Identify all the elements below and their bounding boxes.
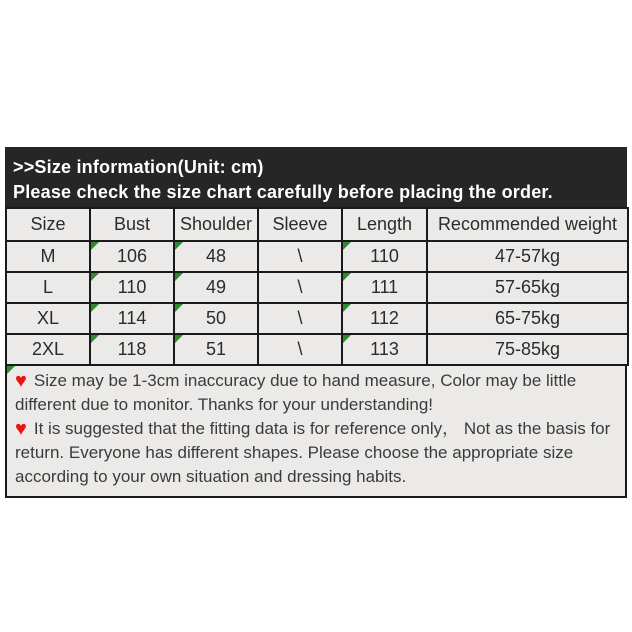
size-chart-table: [5, 207, 629, 366]
banner-title: >>Size information(Unit: cm): [13, 156, 264, 177]
col-header-size: Size: [6, 208, 90, 241]
cell-size: M: [6, 241, 90, 272]
cell-bust: 118: [90, 334, 174, 365]
banner-subtitle: Please check the size chart carefully before placing the order.: [13, 181, 553, 202]
cell-size: 2XL: [6, 334, 90, 365]
cell-length: 110: [342, 241, 427, 272]
note-measure-disclaimer: [15, 369, 617, 417]
cell-bust: 110: [90, 272, 174, 303]
cell-sleeve: \: [258, 303, 342, 334]
cell-sleeve: \: [258, 272, 342, 303]
cell-weight: 57-65kg: [427, 272, 628, 303]
cell-size: L: [6, 272, 90, 303]
col-header-bust: Bust: [90, 208, 174, 241]
col-header-sleeve: Sleeve: [258, 208, 342, 241]
cell-shoulder: 49: [174, 272, 258, 303]
cell-length: 112: [342, 303, 427, 334]
table-header-row: [6, 208, 628, 241]
note-text: It is suggested that the fitting data is for reference only， Not as the basis for return. Everyone has different shapes. Please choose the appropriate size according to your own situation and dressing habits.: [15, 419, 611, 486]
cell-bust: 114: [90, 303, 174, 334]
note-reference-disclaimer: [15, 417, 617, 489]
cell-sleeve: \: [258, 241, 342, 272]
size-information-panel: [5, 147, 627, 498]
cell-sleeve: \: [258, 334, 342, 365]
cell-bust: 106: [90, 241, 174, 272]
col-header-length: Length: [342, 208, 427, 241]
cell-shoulder: 50: [174, 303, 258, 334]
cell-length: 111: [342, 272, 427, 303]
size-info-banner: [5, 147, 627, 207]
cell-shoulder: 48: [174, 241, 258, 272]
table-row: [6, 334, 628, 365]
heart-icon: ♥: [15, 370, 27, 392]
col-header-weight: Recommended weight: [427, 208, 628, 241]
heart-icon: ♥: [15, 418, 27, 440]
cell-weight: 75-85kg: [427, 334, 628, 365]
col-header-shoulder: Shoulder: [174, 208, 258, 241]
cell-weight: 65-75kg: [427, 303, 628, 334]
cell-shoulder: 51: [174, 334, 258, 365]
note-text: Size may be 1-3cm inaccuracy due to hand measure, Color may be little different due to monitor. Thanks for your understanding!: [15, 371, 577, 414]
table-row: [6, 303, 628, 334]
cell-size: XL: [6, 303, 90, 334]
table-row: [6, 272, 628, 303]
cell-weight: 47-57kg: [427, 241, 628, 272]
disclaimer-notes-box: [5, 366, 627, 498]
cell-length: 113: [342, 334, 427, 365]
table-row: [6, 241, 628, 272]
